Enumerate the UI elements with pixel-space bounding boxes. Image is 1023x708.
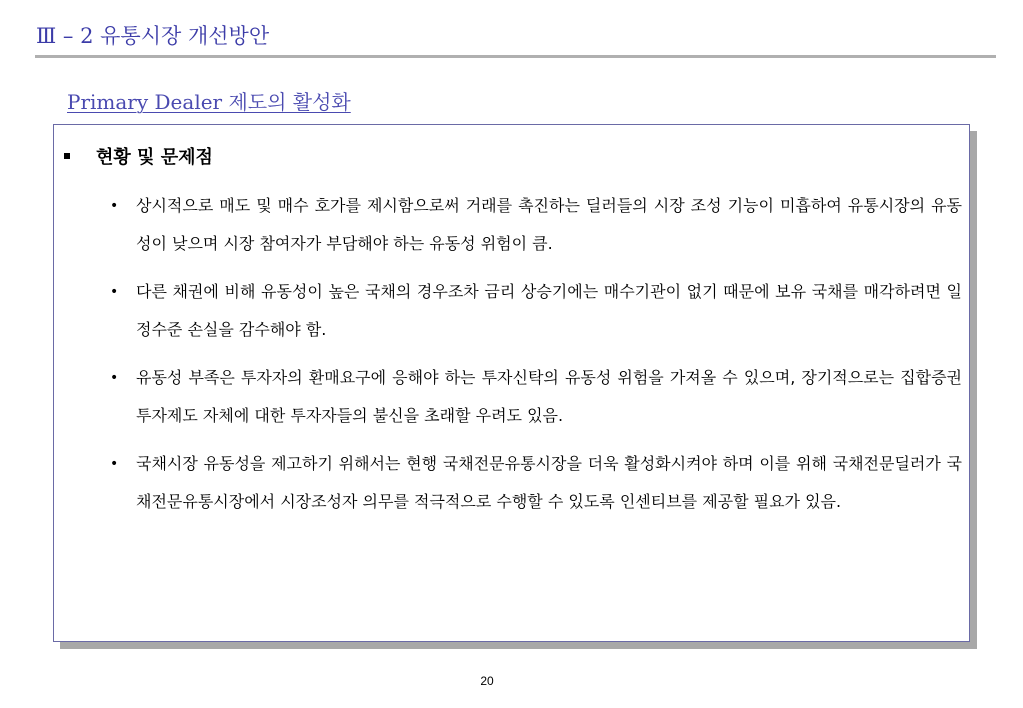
title-divider	[35, 55, 996, 58]
list-item	[106, 359, 962, 435]
bullet-text: 상시적으로 매도 및 매수 호가를 제시함으로써 거래를 촉진하는 딜러들의 시장 조성 기능이 미흡하여 유통시장의 유동성이 낮으며 시장 참여자가 부담해야 하는 유동성 위험이 큼.	[136, 196, 962, 253]
section-subtitle: Primary Dealer 제도의 활성화	[67, 90, 351, 114]
content-box	[53, 124, 970, 642]
bullet-list	[106, 187, 962, 531]
bullet-dot-icon: •	[110, 284, 119, 300]
list-item	[106, 273, 962, 349]
bullet-text: 유동성 부족은 투자자의 환매요구에 응해야 하는 투자신탁의 유동성 위험을 가져올 수 있으며, 장기적으로는 집합증권투자제도 자체에 대한 투자자들의 불신을 초래할 우려도 있음.	[136, 368, 962, 425]
list-item	[106, 187, 962, 263]
square-bullet-icon	[64, 153, 70, 159]
section-heading	[62, 143, 213, 169]
bullet-dot-icon: •	[110, 456, 119, 472]
bullet-text: 국채시장 유동성을 제고하기 위해서는 현행 국채전문유통시장을 더욱 활성화시켜야 하며 이를 위해 국채전문딜러가 국채전문유통시장에서 시장조성자 의무를 적극적으로 수행할 수 있도록 인센티브를 제공할 필요가 있음.	[136, 454, 962, 511]
page-number: 20	[480, 674, 494, 688]
bullet-dot-icon: •	[110, 198, 119, 214]
bullet-dot-icon: •	[110, 370, 119, 386]
list-item	[106, 445, 962, 521]
slide-title: Ⅲ – 2 유통시장 개선방안	[36, 24, 270, 48]
bullet-text: 다른 채권에 비해 유동성이 높은 국채의 경우조차 금리 상승기에는 매수기관이 없기 때문에 보유 국채를 매각하려면 일정수준 손실을 감수해야 함.	[136, 282, 962, 339]
section-heading-text: 현황 및 문제점	[96, 147, 213, 168]
